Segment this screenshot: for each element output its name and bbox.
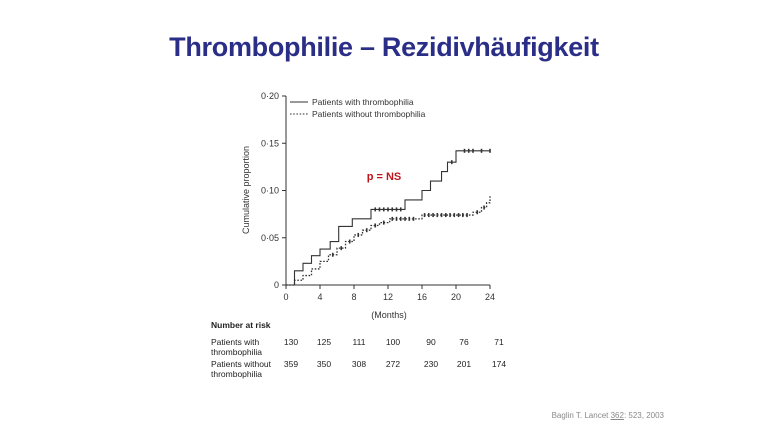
- risk-row-label: Patients without thrombophilia: [211, 359, 272, 379]
- chart-series: [286, 149, 490, 285]
- risk-row-label: Patients with thrombophilia: [211, 337, 263, 357]
- citation: [552, 411, 664, 420]
- risk-value: 272: [385, 359, 401, 369]
- legend-label: Patients with thrombophilia: [312, 97, 414, 107]
- risk-value: 308: [351, 359, 367, 369]
- citation-prefix: Baglin T. Lancet: [551, 411, 611, 420]
- risk-value: 174: [491, 359, 507, 369]
- y-tick-label: 0·10: [260, 185, 279, 196]
- legend-label: Patients without thrombophilia: [312, 109, 426, 119]
- risk-value: 71: [494, 337, 504, 347]
- risk-value: 359: [283, 359, 299, 369]
- risk-table-heading: Number at risk: [211, 320, 271, 330]
- citation-volume: 362: [610, 411, 624, 420]
- risk-value: 230: [423, 359, 439, 369]
- p-value-annotation: p = NS: [366, 171, 402, 183]
- x-tick-label: 12: [382, 292, 394, 302]
- y-tick-label: 0·15: [260, 138, 279, 149]
- y-tick-label: 0·20: [260, 91, 279, 101]
- x-tick-label: 24: [484, 292, 496, 302]
- citation-suffix: : 523, 2003: [623, 411, 664, 420]
- risk-value: 130: [283, 337, 299, 347]
- risk-value: 201: [456, 359, 472, 369]
- y-tick-label: 0: [273, 280, 279, 290]
- risk-value: 125: [316, 337, 332, 347]
- x-tick-label: 20: [450, 292, 462, 302]
- x-tick-label: 8: [351, 292, 357, 302]
- x-tick-label: 16: [416, 292, 428, 302]
- risk-value: 350: [316, 359, 332, 369]
- y-tick-label: 0·05: [260, 232, 279, 243]
- risk-row-with-thrombophilia: [211, 337, 511, 359]
- x-tick-label: 4: [317, 292, 323, 302]
- risk-row-without-thrombophilia: [211, 359, 511, 381]
- x-tick-label: 0: [283, 292, 289, 302]
- chart-axes: [286, 96, 490, 285]
- risk-value: 100: [385, 337, 401, 347]
- number-at-risk-table: [211, 320, 511, 381]
- slide-title: Thrombophilie – Rezidivhäufigkeit: [169, 32, 599, 62]
- chart-legend: [290, 97, 426, 119]
- x-axis-label: (Months): [371, 310, 407, 320]
- risk-value: 90: [426, 337, 436, 347]
- risk-value: 111: [352, 337, 366, 347]
- y-axis-label: Cumulative proportion: [241, 145, 251, 235]
- risk-value: 76: [459, 337, 469, 347]
